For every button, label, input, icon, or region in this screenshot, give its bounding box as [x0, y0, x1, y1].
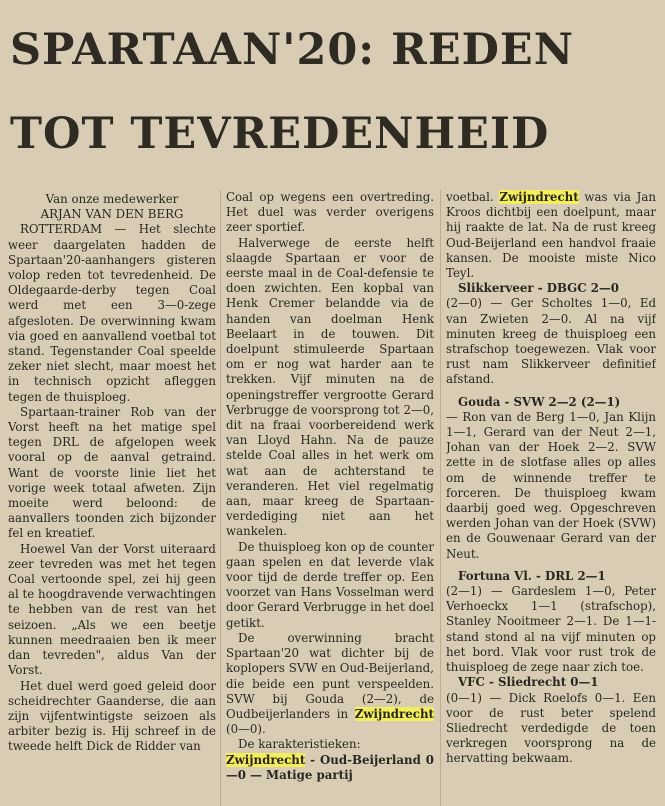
paragraph: (2—1) — Gardeslem 1—0, Peter Verhoeckx 1—1 (strafschop), Stanley Nooitmeer 2—1. De 1—1-stand stond al na vijf minuten op het bord. Vlak voor rust trok de thuisploeg de zege naar zich toe.: [446, 584, 656, 675]
column-divider: [220, 190, 221, 806]
match-result: VFC - Sliedrecht 0—1: [458, 675, 599, 690]
paragraph: De thuisploeg kon op de counter gaan spelen en dat leverde vlak voor tijd de derde treffer op. Een voorzet van Hans Vosselman werd door Gerard Verbrugge in het doel getikt.: [226, 539, 434, 630]
headline-line-1: SPARTAAN'20: REDEN: [10, 25, 575, 75]
byline-author: ARJAN VAN DEN BERG: [40, 207, 184, 222]
paragraph: Het duel werd goed geleid door scheidrechter Gaanderse, die aan zijn vijfentwintigste seizoen als arbiter bezig is. Hij schreef in de tweede helft Dick de Ridder van: [8, 678, 216, 754]
match-result: Fortuna Vl. - DRL 2—1: [458, 568, 606, 583]
highlight-zwijndrecht: Zwijndrecht: [499, 190, 579, 204]
match-result: Gouda - SVW 2—2 (2—1): [458, 394, 621, 409]
paragraph: Spartaan-trainer Rob van der Vorst heeft na het matige spel tegen DRL de afgelopen week vooral op de aanval getraind. Want de voorste linie liet het vorige week totaal afweten. Zijn moeite werd beloond: de aanvallers toonden zich bijzonder fel en kreatief.: [8, 404, 216, 541]
paragraph: ROTTERDAM — Het slechte weer daargelaten hadden de Spartaan'20-aanhangers gisteren volop reden tot tevredenheid. De Oldegaarde-derby tegen Coal werd met een 3—0-zege afgesloten. De overwinning kwam via goed en aanvallend voetbal tot stand. Tegenstander Coal speelde zeker niet slecht, maar moest het in technisch opzicht afleggen tegen de thuisploeg.: [8, 222, 216, 404]
byline: [8, 192, 216, 222]
paragraph: Hoewel Van der Vorst uiteraard zeer tevreden was met het tegen Coal vertoonde spel, zei hij geen al te hoogdravende verwachtingen te hebben van de rest van het seizoen. „Als we een beetje kunnen meedraaien ben ik meer dan tevreden", aldus Van der Vorst.: [8, 541, 216, 678]
article-column-1: [8, 190, 216, 806]
text-run: was via Jan Kroos dichtbij een doelpunt, maar hij raakte de lat. Na de rust kreeg Oud-Beijerland een handvol fraaie kansen. De mooiste miste Nico Teyl.: [446, 190, 656, 281]
paragraph: [446, 190, 656, 281]
paragraph: De karakteristieken:: [238, 737, 361, 752]
column-divider: [440, 190, 441, 806]
paragraph: (0—1) — Dick Roelofs 0—1. Een voor de rust beter spelend Sliedrecht verdedigde de toen verkregen voorsprong na de hervatting bekwaam.: [446, 690, 656, 766]
article-column-3: [446, 190, 656, 806]
article-column-2: [226, 190, 434, 806]
paragraph: Coal op wegens een overtreding. Het duel was verder overigens zeer sportief.: [226, 190, 434, 235]
text-run: De overwinning bracht Spartaan'20 wat dichter bij de koplopers SVW en Oud-Beijerland, die beide een punt verspeelden. SVW bij Gouda (2—2), de Oudbeijerlanders in: [226, 630, 434, 721]
headline: [10, 8, 650, 176]
highlight-zwijndrecht: Zwijndrecht: [226, 752, 306, 767]
highlight-zwijndrecht: Zwijndrecht: [354, 706, 434, 721]
text-run: voetbal.: [446, 190, 500, 204]
result-line: [226, 753, 434, 783]
paragraph: [226, 631, 434, 737]
paragraph: — Ron van de Berg 1—0, Jan Klijn 1—1, Gerard van der Neut 2—1, Johan van der Hoek 2—2. SVW zette in de slotfase alles op alles om de winnende treffer te forceren. De thuisploeg kwam daarbij goed weg. Opgeschreven werden Johan van der Hoek (SVW) en de Gouwenaar Gerard van der Neut.: [446, 409, 656, 561]
match-result: Slikkerveer - DBGC 2—0: [458, 281, 619, 296]
paragraph: Halverwege de eerste helft slaagde Spartaan er voor de eerste maal in de Coal-defensie te doen zwichten. Een kopbal van Henk Cremer belandde via de handen van doelman Henk Beelaart in de touwen. Dit doelpunt stimuleerde Spartaan om er nog wat harder aan te trekken. Vijf minuten na de openingstreffer vergrootte Gerard Verbrugge de voorsprong tot 2—0, dit na fraai voorbereidend werk van Lloyd Hahn. Na de pauze stelde Coal alles in het werk om wat aan de achterstand te veranderen. Het viel regelmatig aan, maar kreeg de Spartaan-verdediging niet aan het wankelen.: [226, 235, 434, 539]
paragraph: (2—0) — Ger Scholtes 1—0, Ed van Zwieten 2—0. Al na vijf minuten kreeg de thuisploeg een strafschop toegewezen. Vlak voor rust nam Slikkerveer definitief afstand.: [446, 296, 656, 387]
headline-line-2: TOT TEVREDENHEID: [10, 109, 550, 159]
text-run: (0—0).: [226, 722, 266, 737]
byline-intro: Van onze medewerker: [45, 192, 179, 206]
text-run: - Oud-Beijerland 0—0 — Matige partij: [226, 752, 434, 782]
